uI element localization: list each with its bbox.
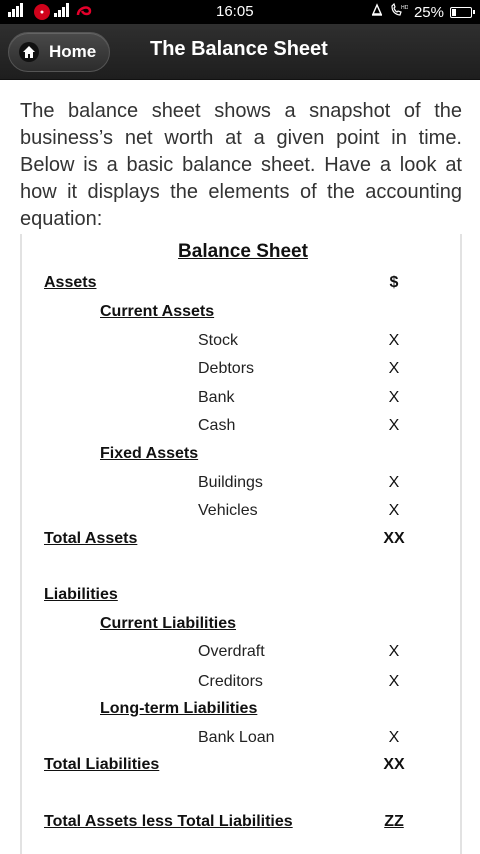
status-time: 16:05 — [216, 3, 254, 20]
balance-sheet — [20, 234, 462, 854]
signal-2-icon — [54, 3, 72, 21]
status-left — [8, 3, 92, 21]
line-item-label: Buildings — [198, 474, 263, 491]
battery-percent: 25% — [413, 3, 444, 21]
line-item-label: Bank Loan — [198, 729, 275, 746]
jio-icon: ● — [34, 4, 50, 20]
line-item-label: Cash — [198, 417, 236, 434]
total-liabilities-value: XX — [383, 756, 405, 773]
hd-call-icon — [390, 3, 408, 21]
sheet-line-item — [22, 641, 464, 665]
sheet-line-item — [22, 500, 464, 524]
line-item-value: X — [388, 502, 400, 519]
current-assets-label: Current Assets — [100, 303, 215, 320]
sheet-title: Balance Sheet — [178, 241, 308, 262]
current-liabilities-row — [22, 613, 464, 637]
total-assets-label: Total Assets — [44, 530, 138, 547]
line-item-value: X — [388, 417, 400, 434]
total-assets-row — [22, 528, 464, 552]
net-worth-label: Total Assets less Total Liabilities — [44, 813, 293, 830]
net-worth-value: ZZ — [384, 813, 404, 830]
signal-icon — [8, 3, 30, 21]
battery-icon — [450, 7, 472, 18]
sheet-line-item — [22, 727, 464, 751]
assets-label: Assets — [44, 274, 97, 291]
currency-symbol: $ — [389, 274, 399, 291]
line-item-label: Bank — [198, 389, 235, 406]
line-item-label: Creditors — [198, 673, 263, 690]
liabilities-label: Liabilities — [44, 586, 118, 603]
svg-text:HD: HD — [400, 5, 408, 11]
sheet-line-item — [22, 472, 464, 496]
airtel-icon — [76, 3, 92, 21]
line-item-value: X — [388, 360, 400, 377]
line-item-label: Overdraft — [198, 643, 265, 660]
line-item-value: X — [388, 643, 400, 660]
sheet-line-item — [22, 671, 464, 695]
assets-row — [22, 272, 464, 296]
sheet-line-item — [22, 415, 464, 439]
line-item-label: Vehicles — [198, 502, 258, 519]
total-liabilities-label: Total Liabilities — [44, 756, 160, 773]
app-header — [0, 24, 480, 80]
home-button-label: Home — [49, 42, 97, 61]
intro-paragraph: The balance sheet shows a snapshot of the business’s net worth at a given point in time. Below is a basic balance sheet. Have a look at how it displays the elements of the accounting equation: — [20, 100, 462, 230]
sheet-line-item — [22, 387, 464, 411]
status-right — [370, 3, 472, 21]
current-assets-row — [22, 301, 464, 325]
fixed-assets-label: Fixed Assets — [100, 445, 199, 462]
line-item-value: X — [388, 332, 400, 349]
liabilities-row — [22, 584, 464, 608]
line-item-label: Stock — [198, 332, 239, 349]
status-bar — [0, 0, 480, 24]
line-item-value: X — [388, 389, 400, 406]
line-item-value: X — [388, 474, 400, 491]
current-liabilities-label: Current Liabilities — [100, 615, 237, 632]
net-worth-row — [22, 811, 464, 835]
line-item-value: X — [388, 729, 400, 746]
long-term-liabilities-row — [22, 698, 464, 722]
fixed-assets-row — [22, 443, 464, 467]
sheet-line-item — [22, 358, 464, 382]
line-item-value: X — [388, 673, 400, 690]
sheet-line-item — [22, 330, 464, 354]
line-item-label: Debtors — [198, 360, 255, 377]
alarm-icon — [370, 3, 384, 21]
total-assets-value: XX — [383, 530, 405, 547]
home-icon — [19, 42, 39, 62]
home-button[interactable] — [8, 32, 110, 72]
total-liabilities-row — [22, 754, 464, 778]
long-term-liabilities-label: Long-term Liabilities — [100, 700, 258, 717]
page-title: The Balance Sheet — [150, 38, 328, 60]
